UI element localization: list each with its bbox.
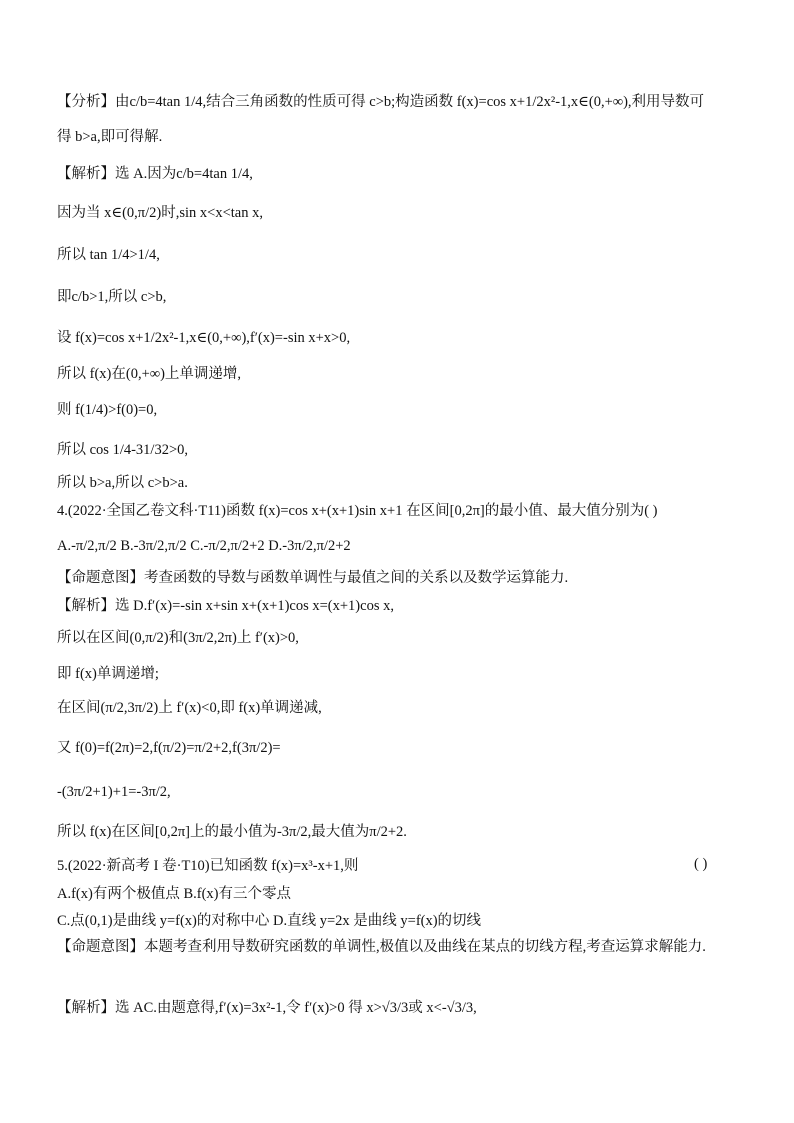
question-5-options-cd: C.点(0,1)是曲线 y=f(x)的对称中心 D.直线 y=2x 是曲线 y=f(x)的切线 bbox=[57, 913, 482, 929]
question-5-answer-paren: ( ) bbox=[694, 856, 708, 872]
question-5-stem: 5.(2022·新高考 I 卷·T10)已知函数 f(x)=x³-x+1,则 bbox=[57, 858, 359, 874]
question-4-options: A.-π/2,π/2 B.-3π/2,π/2 C.-π/2,π/2+2 D.-3π/2,π/2+2 bbox=[57, 538, 351, 554]
solution-line-9: 所以 b>a,所以 c>b>a. bbox=[57, 475, 188, 491]
q4-solution-line-6: -(3π/2+1)+1=-3π/2, bbox=[57, 784, 171, 800]
solution-line-3: 所以 tan 1/4>1/4, bbox=[57, 247, 160, 263]
question-5-options-ab: A.f(x)有两个极值点 B.f(x)有三个零点 bbox=[57, 886, 291, 902]
q4-solution-line-2: 所以在区间(0,π/2)和(3π/2,2π)上 f′(x)>0, bbox=[57, 630, 299, 646]
question-4-stem: 4.(2022·全国乙卷文科·T11)函数 f(x)=cos x+(x+1)sin x+1 在区间[0,2π]的最小值、最大值分别为( ) bbox=[57, 503, 658, 519]
q4-solution-line-3: 即 f(x)单调递增; bbox=[57, 666, 159, 682]
analysis-line-2: 得 b>a,即可得解. bbox=[57, 129, 163, 145]
solution-line-5: 设 f(x)=cos x+1/2x²-1,x∈(0,+∞),f′(x)=-sin x+x>0, bbox=[57, 330, 351, 346]
solution-line-6: 所以 f(x)在(0,+∞)上单调递增, bbox=[57, 366, 242, 382]
q5-solution-line-1: 【解析】选 AC.由题意得,f′(x)=3x²-1,令 f′(x)>0 得 x>√3/3或 x<-√3/3, bbox=[57, 1000, 477, 1016]
solution-line-7: 则 f(1/4)>f(0)=0, bbox=[57, 402, 158, 418]
q4-solution-line-1: 【解析】选 D.f′(x)=-sin x+sin x+(x+1)cos x=(x+1)cos x, bbox=[57, 598, 394, 614]
solution-line-4: 即c/b>1,所以 c>b, bbox=[57, 289, 167, 305]
q4-solution-line-5: 又 f(0)=f(2π)=2,f(π/2)=π/2+2,f(3π/2)= bbox=[57, 740, 281, 756]
solution-line-8: 所以 cos 1/4-31/32>0, bbox=[57, 442, 189, 458]
analysis-line-1: 【分析】由c/b=4tan 1/4,结合三角函数的性质可得 c>b;构造函数 f(x)=cos x+1/2x²-1,x∈(0,+∞),利用导数可 bbox=[57, 94, 705, 110]
q5-intent: 【命题意图】本题考查利用导数研究函数的单调性,极值以及曲线在某点的切线方程,考查运算求解能力. bbox=[57, 939, 706, 955]
solution-line-1: 【解析】选 A.因为c/b=4tan 1/4, bbox=[57, 166, 253, 182]
q4-intent: 【命题意图】考查函数的导数与函数单调性与最值之间的关系以及数学运算能力. bbox=[57, 570, 569, 586]
q4-solution-line-7: 所以 f(x)在区间[0,2π]上的最小值为-3π/2,最大值为π/2+2. bbox=[57, 824, 407, 840]
q4-solution-line-4: 在区间(π/2,3π/2)上 f′(x)<0,即 f(x)单调递减, bbox=[57, 700, 322, 716]
solution-line-2: 因为当 x∈(0,π/2)时,sin x<x<tan x, bbox=[57, 205, 263, 221]
